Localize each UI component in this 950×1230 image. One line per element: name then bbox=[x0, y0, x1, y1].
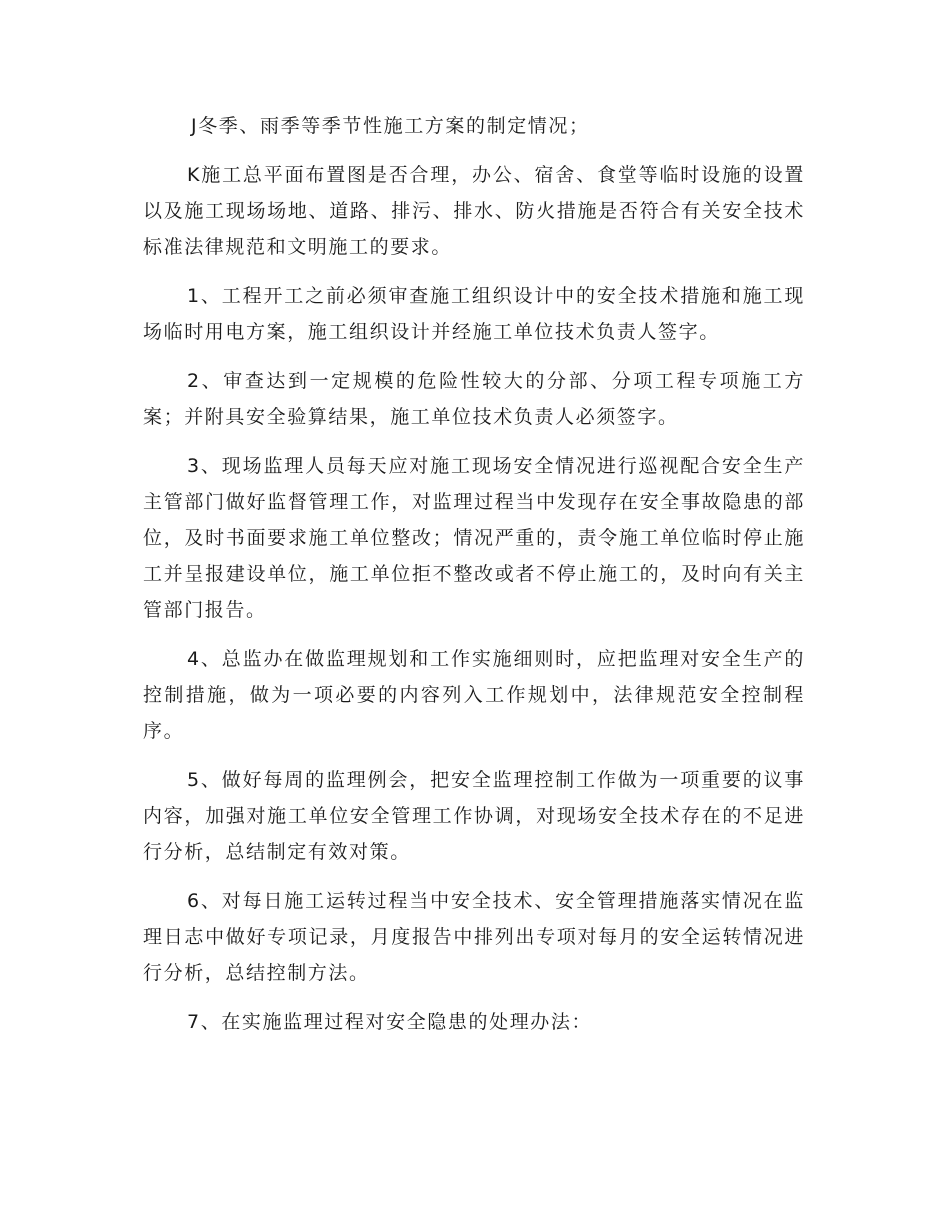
paragraph-3: 3、现场监理人员每天应对施工现场安全情况进行巡视配合安全生产主管部门做好监督管理工作，对监理过程当中发现存在安全事故隐患的部位，及时书面要求施工单位整改；情况严重的，责令施工单位临时停止施工并呈报建设单位，施工单位拒不整改或者不停止施工的，及时向有关主管部门报告。 bbox=[143, 455, 805, 621]
paragraph-item-j: J冬季、雨季等季节性施工方案的制定情况； bbox=[191, 115, 590, 137]
paragraph-2: 2、审查达到一定规模的危险性较大的分部、分项工程专项施工方案；并附具安全验算结果，施工单位技术负责人必须签字。 bbox=[143, 370, 805, 428]
paragraph-1: 1、工程开工之前必须审查施工组织设计中的安全技术措施和施工现场临时用电方案，施工组织设计并经施工单位技术负责人签字。 bbox=[143, 285, 805, 343]
paragraph-4: 4、总监办在做监理规划和工作实施细则时，应把监理对安全生产的控制措施，做为一项必要的内容列入工作规划中，法律规范安全控制程序。 bbox=[143, 648, 805, 742]
paragraph-7: 7、在实施监理过程对安全隐患的处理办法： bbox=[187, 1011, 593, 1033]
paragraph-item-k: K施工总平面布置图是否合理，办公、宿舍、食堂等临时设施的设置以及施工现场场地、道路、排污、排水、防火措施是否符合有关安全技术标准法律规范和文明施工的要求。 bbox=[143, 164, 805, 258]
document-body bbox=[143, 108, 805, 1053]
paragraph-6: 6、对每日施工运转过程当中安全技术、安全管理措施落实情况在监理日志中做好专项记录，月度报告中排列出专项对每月的安全运转情况进行分析，总结控制方法。 bbox=[143, 890, 805, 984]
paragraph-5: 5、做好每周的监理例会，把安全监理控制工作做为一项重要的议事内容，加强对施工单位安全管理工作协调，对现场安全技术存在的不足进行分析，总结制定有效对策。 bbox=[143, 769, 805, 863]
